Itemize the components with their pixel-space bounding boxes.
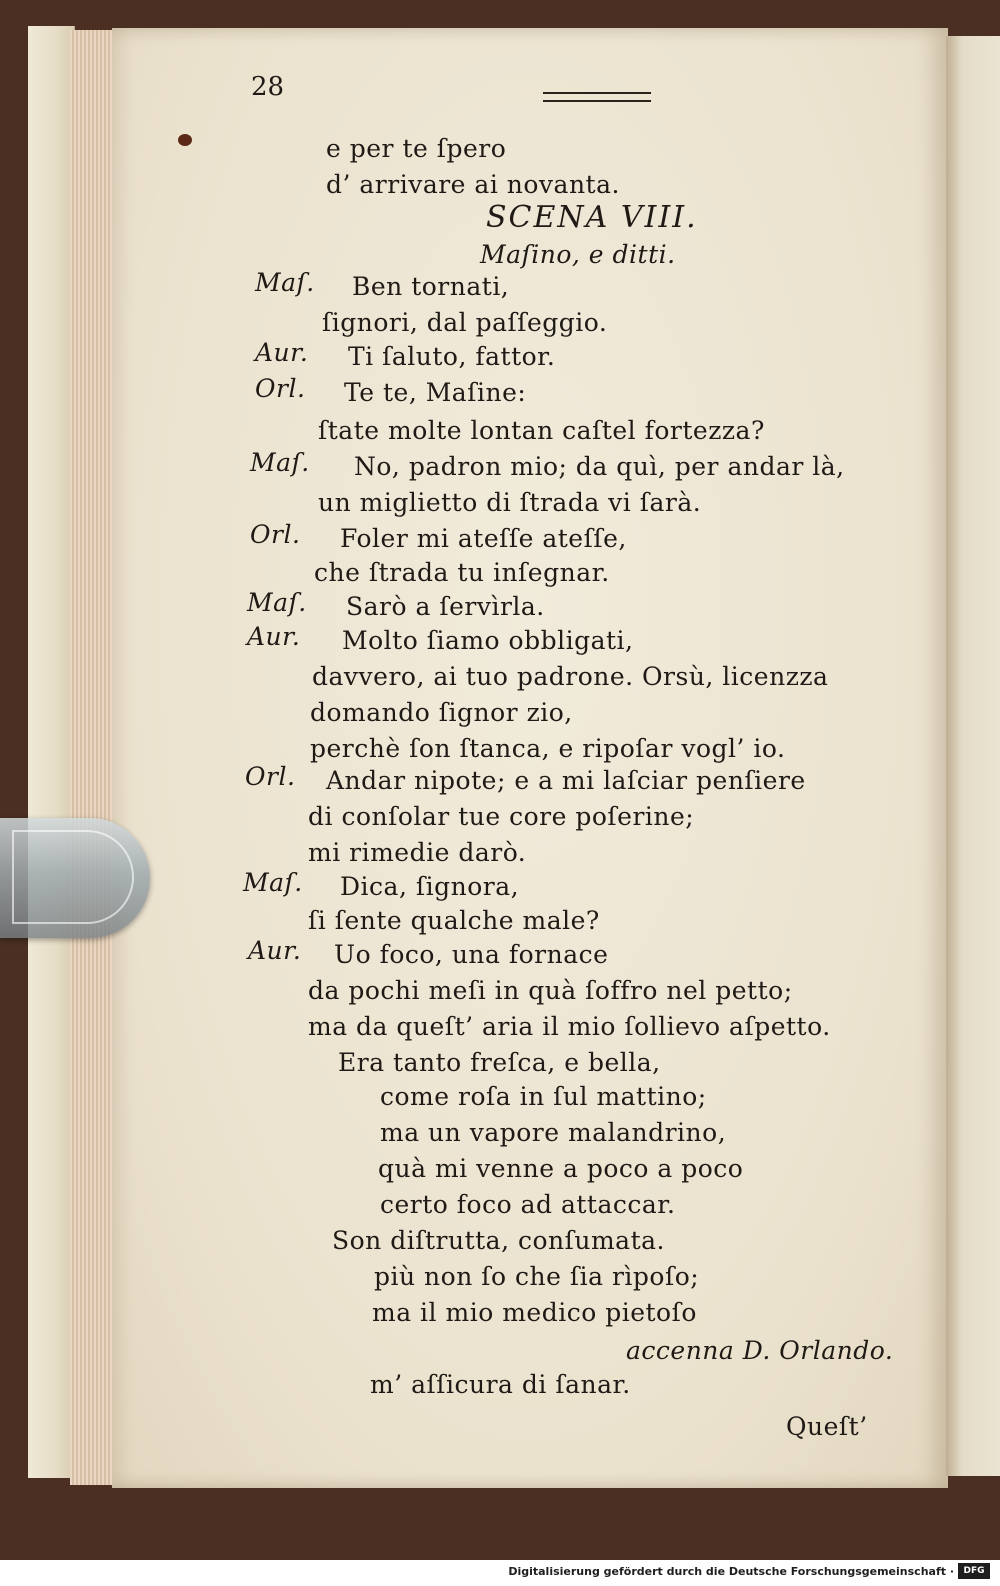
stage-direction: accenna D. Orlando. (626, 1336, 894, 1365)
speaker-label: Aur. (247, 622, 301, 651)
text-line: Dica, ſignora, (340, 872, 520, 901)
scene-heading: SCENA VIII. (486, 200, 698, 235)
text-line: e per te ſpero (326, 134, 507, 163)
speaker-label: Aur. (248, 936, 302, 965)
speaker-label: Maſ. (255, 268, 315, 297)
catchword: Queſt’ (786, 1412, 868, 1441)
text-line: ma da queſt’ aria il mio ſollievo aſpetto. (308, 1012, 831, 1041)
text-line: Son diſtrutta, conſumata. (332, 1226, 665, 1255)
header-rule (543, 92, 651, 102)
text-line: Uo foco, una fornace (334, 940, 609, 969)
text-line: ma il mio medico pietoſo (372, 1298, 697, 1327)
plastic-page-clip (0, 818, 150, 938)
text-line: Ben tornati, (352, 272, 510, 301)
text-line: Era tanto freſca, e bella, (338, 1048, 661, 1077)
dfg-logo: DFG (958, 1563, 990, 1579)
ink-blot (178, 134, 192, 146)
text-line: certo foco ad attaccar. (380, 1190, 676, 1219)
clip-highlight (12, 830, 134, 924)
text-line: perchè ſon ſtanca, e ripoſar vogl’ io. (310, 734, 786, 763)
text-line: di conſolar tue core poſerine; (308, 802, 695, 831)
text-line: davvero, ai tuo padrone. Orsù, licenzza (312, 662, 829, 691)
speaker-label: Maſ. (243, 868, 303, 897)
text-line: Foler mi ateſſe ateſſe, (340, 524, 627, 553)
text-line: Te te, Maſine: (344, 378, 527, 407)
book-cover-edge (28, 26, 75, 1478)
speaker-label: Maſ. (247, 588, 307, 617)
text-line: ſtate molte lontan caſtel fortezza? (318, 416, 765, 445)
page-stack-edge (70, 30, 116, 1485)
text-line: No, padron mio; da quì, per andar là, (354, 452, 845, 481)
text-line: Andar nipote; e a mi laſciar penſiere (326, 766, 806, 795)
facing-page-edge (946, 36, 1000, 1476)
text-line: un miglietto di ſtrada vi ſarà. (318, 488, 702, 517)
text-line: quà mi venne a poco a poco (378, 1154, 744, 1183)
text-line: come roſa in ſul mattino; (380, 1082, 707, 1111)
text-line: Molto ſiamo obbligati, (342, 626, 634, 655)
text-line: ſi ſente qualche male? (308, 906, 600, 935)
text-line: m’ aſſicura di ſanar. (370, 1370, 631, 1399)
stage-direction: Maſino, e ditti. (480, 240, 676, 269)
text-line: ſignori, dal paſſeggio. (322, 308, 608, 337)
text-line: da pochi meſi in quà ſoffro nel petto; (308, 976, 793, 1005)
funding-credit: Digitalisierung gefördert durch die Deutsche Forschungsgemeinschaft · (508, 1565, 954, 1578)
speaker-label: Orl. (250, 520, 301, 549)
text-line: domando ſignor zio, (310, 698, 573, 727)
speaker-label: Aur. (255, 338, 309, 367)
text-line: mi rimedie darò. (308, 838, 527, 867)
speaker-label: Maſ. (250, 448, 310, 477)
text-line: più non ſo che ſia rìpoſo; (374, 1262, 700, 1291)
text-line: d’ arrivare ai novanta. (326, 170, 620, 199)
speaker-label: Orl. (255, 374, 306, 403)
text-line: Ti ſaluto, fattor. (348, 342, 556, 371)
text-line: che ſtrada tu inſegnar. (314, 558, 610, 587)
speaker-label: Orl. (245, 762, 296, 791)
text-line: Sarò a ſervìrla. (346, 592, 545, 621)
page-number: 28 (251, 72, 285, 102)
text-line: ma un vapore malandrino, (380, 1118, 727, 1147)
